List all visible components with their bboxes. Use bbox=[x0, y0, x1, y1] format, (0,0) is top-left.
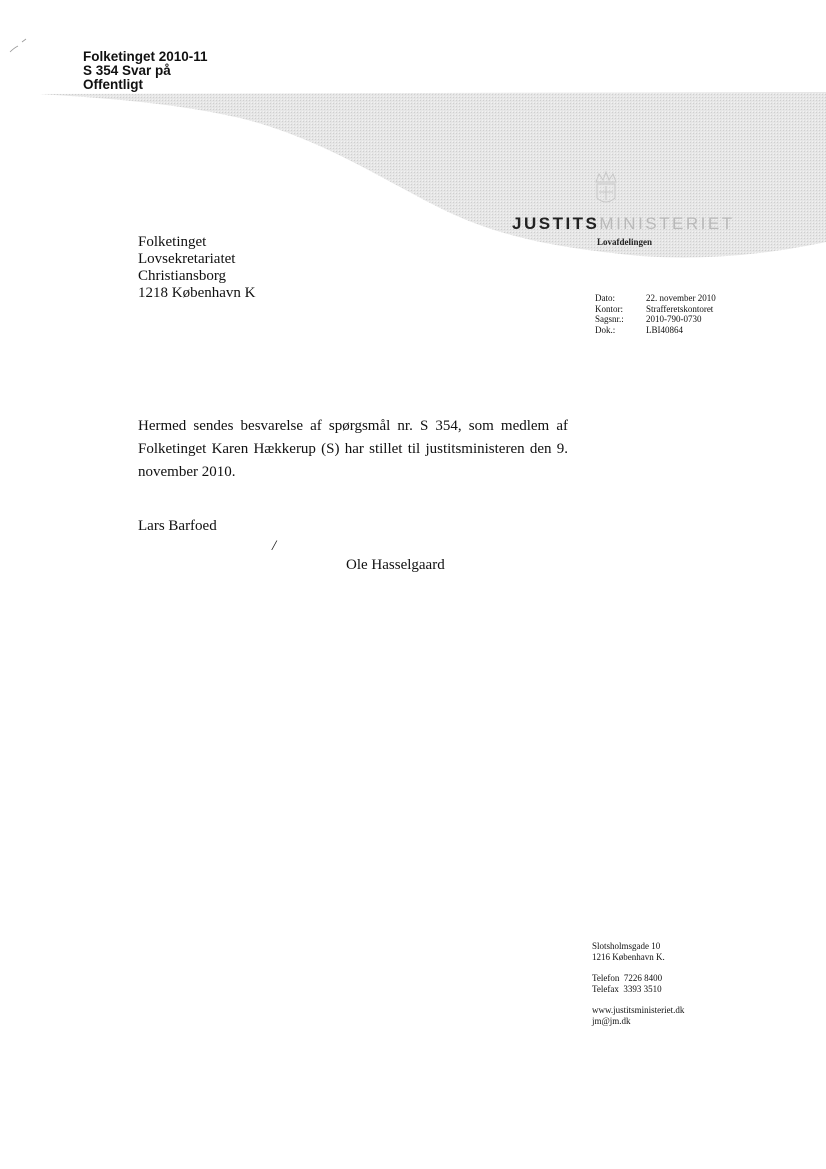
meta-office-label: Kontor: bbox=[595, 303, 623, 314]
meta-case-label: Sagsnr.: bbox=[595, 314, 624, 324]
meta-office-value: Strafferetskontoret bbox=[646, 303, 714, 314]
department-name: Lovafdelingen bbox=[597, 237, 653, 247]
footer-city: 1216 København K. bbox=[592, 951, 665, 962]
logo-part-light: MINISTERIET bbox=[599, 214, 735, 233]
letter-body: Hermed sendes besvarelse af spørgsmål nr. S 354, som medlem af Folketinget Karen Hækkerup (S) har stillet til justitsministeren den 9. november 2010. bbox=[138, 418, 568, 480]
stamp-line-3: Offentligt bbox=[83, 77, 143, 92]
meta-row-office bbox=[595, 304, 716, 315]
meta-date-value: 22. november 2010 bbox=[646, 293, 716, 303]
letterhead-wave bbox=[0, 88, 826, 298]
recipient-line-4: 1218 København K bbox=[138, 285, 256, 301]
footer-web[interactable]: www.justitsministeriet.dk bbox=[592, 1005, 685, 1015]
meta-doc-label: Dok.: bbox=[595, 324, 616, 335]
footer-street: Slotsholmsgade 10 bbox=[592, 941, 661, 951]
ministry-logo bbox=[512, 214, 735, 234]
recipient-line-1: Folketinget bbox=[138, 234, 207, 250]
footer-email[interactable]: jm@jm.dk bbox=[592, 1015, 631, 1026]
footer-phone: Telefon 7226 8400 bbox=[592, 973, 663, 983]
recipient-line-2: Lovsekretariatet bbox=[138, 251, 236, 267]
signature-name-2: Ole Hasselgaard bbox=[346, 557, 445, 573]
logo-part-dark: JUSTITS bbox=[512, 214, 600, 233]
recipient-line-3: Christiansborg bbox=[138, 268, 227, 284]
meta-row-date bbox=[595, 293, 716, 304]
scan-mark bbox=[8, 38, 30, 54]
meta-row-doc bbox=[595, 325, 716, 336]
footer-fax: Telefax 3393 3510 bbox=[592, 983, 662, 994]
document-meta bbox=[595, 293, 716, 335]
meta-date-label: Dato: bbox=[595, 293, 615, 303]
meta-doc-value: LBI40864 bbox=[646, 324, 683, 335]
crown-crest-icon bbox=[588, 168, 624, 208]
footer-contact bbox=[592, 941, 684, 1026]
parliament-stamp bbox=[83, 50, 208, 92]
signature-slash: / bbox=[272, 538, 277, 554]
stamp-line-2: S 354 Svar på bbox=[83, 63, 171, 78]
stamp-line-1: Folketinget 2010-11 bbox=[83, 49, 208, 64]
meta-case-value: 2010-790-0730 bbox=[646, 314, 702, 324]
meta-row-case bbox=[595, 314, 716, 325]
signature-name-1: Lars Barfoed bbox=[138, 518, 217, 534]
recipient-address bbox=[138, 234, 255, 302]
